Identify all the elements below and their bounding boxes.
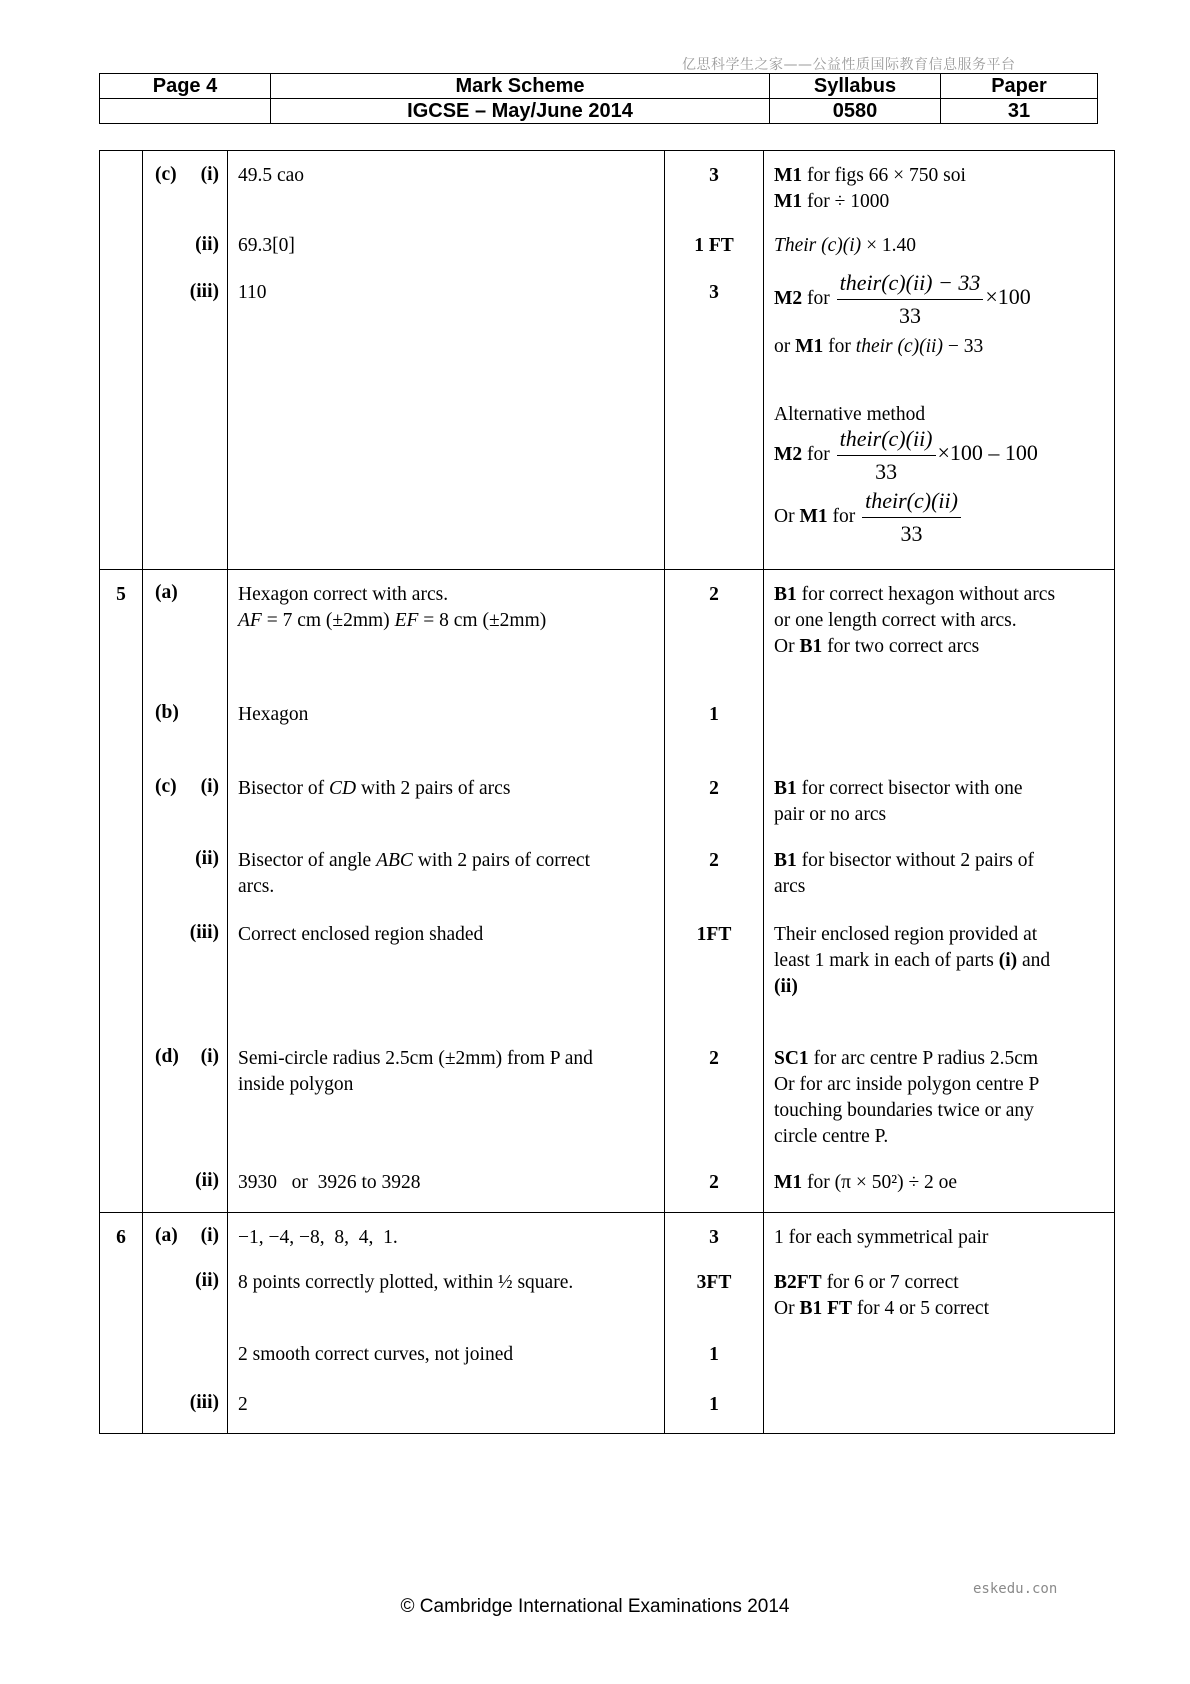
subpart-label: (iii) bbox=[189, 1392, 219, 1413]
subpart-label: (ii) bbox=[195, 848, 219, 869]
page-header-table bbox=[99, 73, 1098, 124]
subpart-label: (ii) bbox=[195, 1270, 219, 1291]
guidance: B1 for correct hexagon without arcs or one length correct with arcs. Or B1 for two correct arcs bbox=[764, 570, 1115, 695]
header-page: Page 4 bbox=[100, 74, 271, 99]
mark: 1 bbox=[709, 1394, 719, 1415]
mark: 1 FT bbox=[694, 235, 734, 256]
mark: 3FT 1 bbox=[665, 1261, 764, 1383]
fraction: $\frac{\text{their(c)(ii) − 33}}{33}$ bbox=[837, 268, 984, 331]
guidance: Their (c)(i) × 1.40 bbox=[764, 224, 1115, 272]
part-label: (c) bbox=[155, 776, 177, 797]
header-title: Mark Scheme bbox=[271, 74, 770, 99]
answer: Hexagon bbox=[238, 704, 309, 725]
subpart-label: (i) bbox=[200, 164, 219, 185]
table-row bbox=[100, 1213, 1115, 1262]
question-number: 6 bbox=[116, 1227, 126, 1248]
question-number: 5 bbox=[116, 584, 126, 605]
subpart-label: (iii) bbox=[189, 281, 219, 302]
guidance: 1 for each symmetrical pair bbox=[764, 1213, 1115, 1262]
answer: 3930 or 3926 to 3928 bbox=[238, 1172, 421, 1193]
guidance: Their enclosed region provided at least 1 mark in each of parts (i) and (ii) bbox=[764, 914, 1115, 1038]
answer: Bisector of CD with 2 pairs of arcs bbox=[238, 778, 511, 799]
guidance: B1 for correct bisector with one pair or no arcs bbox=[764, 768, 1115, 840]
mark: 2 bbox=[709, 1048, 719, 1069]
subpart-label: (iii) bbox=[189, 922, 219, 943]
mark: 2 bbox=[709, 584, 719, 605]
subpart-label: (i) bbox=[200, 1225, 219, 1246]
header-syllabus: 0580 bbox=[770, 99, 941, 124]
guidance: M1 for figs 66 × 750 soi M1 for ÷ 1000 bbox=[764, 151, 1115, 225]
answer: 69.3[0] bbox=[238, 235, 295, 256]
guidance bbox=[764, 1383, 1115, 1434]
mark: 3 bbox=[709, 1227, 719, 1248]
mark: 1FT bbox=[696, 924, 732, 945]
answer: Semi-circle radius 2.5cm (±2mm) from P and inside polygon bbox=[238, 1048, 593, 1095]
answer: Correct enclosed region shaded bbox=[238, 924, 484, 945]
header-paper: 31 bbox=[941, 99, 1098, 124]
mark-scheme-table bbox=[99, 150, 1115, 1434]
header-exam: IGCSE – May/June 2014 bbox=[271, 99, 770, 124]
part-label: (c) bbox=[155, 164, 177, 185]
table-row bbox=[100, 1038, 1115, 1162]
answer: Bisector of angle ABC with 2 pairs of correct arcs. bbox=[238, 850, 590, 897]
guidance: M2 for $\frac{\text{their(c)(ii) − 33}}{33}$ ×100 or M1 for their (c)(ii) − 33 Alternative method M2 for $\frac{\text{their(c)(ii)}}{33}$ ×100 – 100 Or M1 for $\frac{\text{their(c)(ii)}}{33}$ bbox=[764, 272, 1115, 570]
answer: 8 points correctly plotted, within ½ square. 2 smooth correct curves, not joined bbox=[228, 1261, 665, 1383]
part-label: (a) bbox=[155, 582, 178, 603]
table-row bbox=[100, 272, 1115, 570]
header-paper-label: Paper bbox=[941, 74, 1098, 99]
table-row bbox=[100, 840, 1115, 914]
table-row bbox=[100, 151, 1115, 225]
watermark-bottom: eskedu.con bbox=[973, 1581, 1058, 1597]
mark: 3 bbox=[709, 165, 719, 186]
mark: 2 bbox=[709, 1172, 719, 1193]
table-row bbox=[100, 1383, 1115, 1434]
table-row bbox=[100, 1261, 1115, 1383]
header-blank bbox=[100, 99, 271, 124]
part-label: (d) bbox=[155, 1046, 179, 1067]
answer: 2 bbox=[238, 1394, 248, 1415]
guidance: B2FT for 6 or 7 correct Or B1 FT for 4 or 5 correct bbox=[764, 1261, 1115, 1383]
watermark-top: 亿思科学生之家——公益性质国际教育信息服务平台 bbox=[682, 57, 1016, 73]
answer: 110 bbox=[238, 282, 267, 303]
subpart-label: (ii) bbox=[195, 234, 219, 255]
mark: 2 bbox=[709, 778, 719, 799]
footer-copyright: © Cambridge International Examinations 2014 bbox=[400, 1596, 790, 1617]
subpart-label: (i) bbox=[200, 1046, 219, 1067]
header-syllabus-label: Syllabus bbox=[770, 74, 941, 99]
guidance: SC1 for arc centre P radius 2.5cm Or for arc inside polygon centre P touching boundaries twice or any circle centre P. bbox=[764, 1038, 1115, 1162]
table-row bbox=[100, 224, 1115, 272]
mark: 2 bbox=[709, 850, 719, 871]
guidance: B1 for bisector without 2 pairs of arcs bbox=[764, 840, 1115, 914]
guidance bbox=[764, 694, 1115, 768]
guidance: M1 for (π × 50²) ÷ 2 oe bbox=[764, 1162, 1115, 1213]
answer: Hexagon correct with arcs. AF = 7 cm (±2mm) EF = 8 cm (±2mm) bbox=[238, 584, 547, 631]
subpart-label: (ii) bbox=[195, 1170, 219, 1191]
part-label: (a) bbox=[155, 1225, 178, 1246]
table-row bbox=[100, 768, 1115, 840]
part-label: (b) bbox=[155, 702, 179, 723]
mark: 1 bbox=[709, 704, 719, 725]
table-row bbox=[100, 1162, 1115, 1213]
subpart-label: (i) bbox=[200, 776, 219, 797]
table-row bbox=[100, 694, 1115, 768]
fraction: $\frac{\text{their(c)(ii)}}{33}$ bbox=[862, 486, 961, 549]
answer: 49.5 cao bbox=[238, 165, 305, 186]
table-row bbox=[100, 914, 1115, 1038]
table-row bbox=[100, 570, 1115, 695]
fraction: $\frac{\text{their(c)(ii)}}{33}$ bbox=[837, 424, 936, 487]
mark: 3 bbox=[709, 282, 719, 303]
answer: −1, −4, −8, 8, 4, 1. bbox=[238, 1227, 398, 1248]
